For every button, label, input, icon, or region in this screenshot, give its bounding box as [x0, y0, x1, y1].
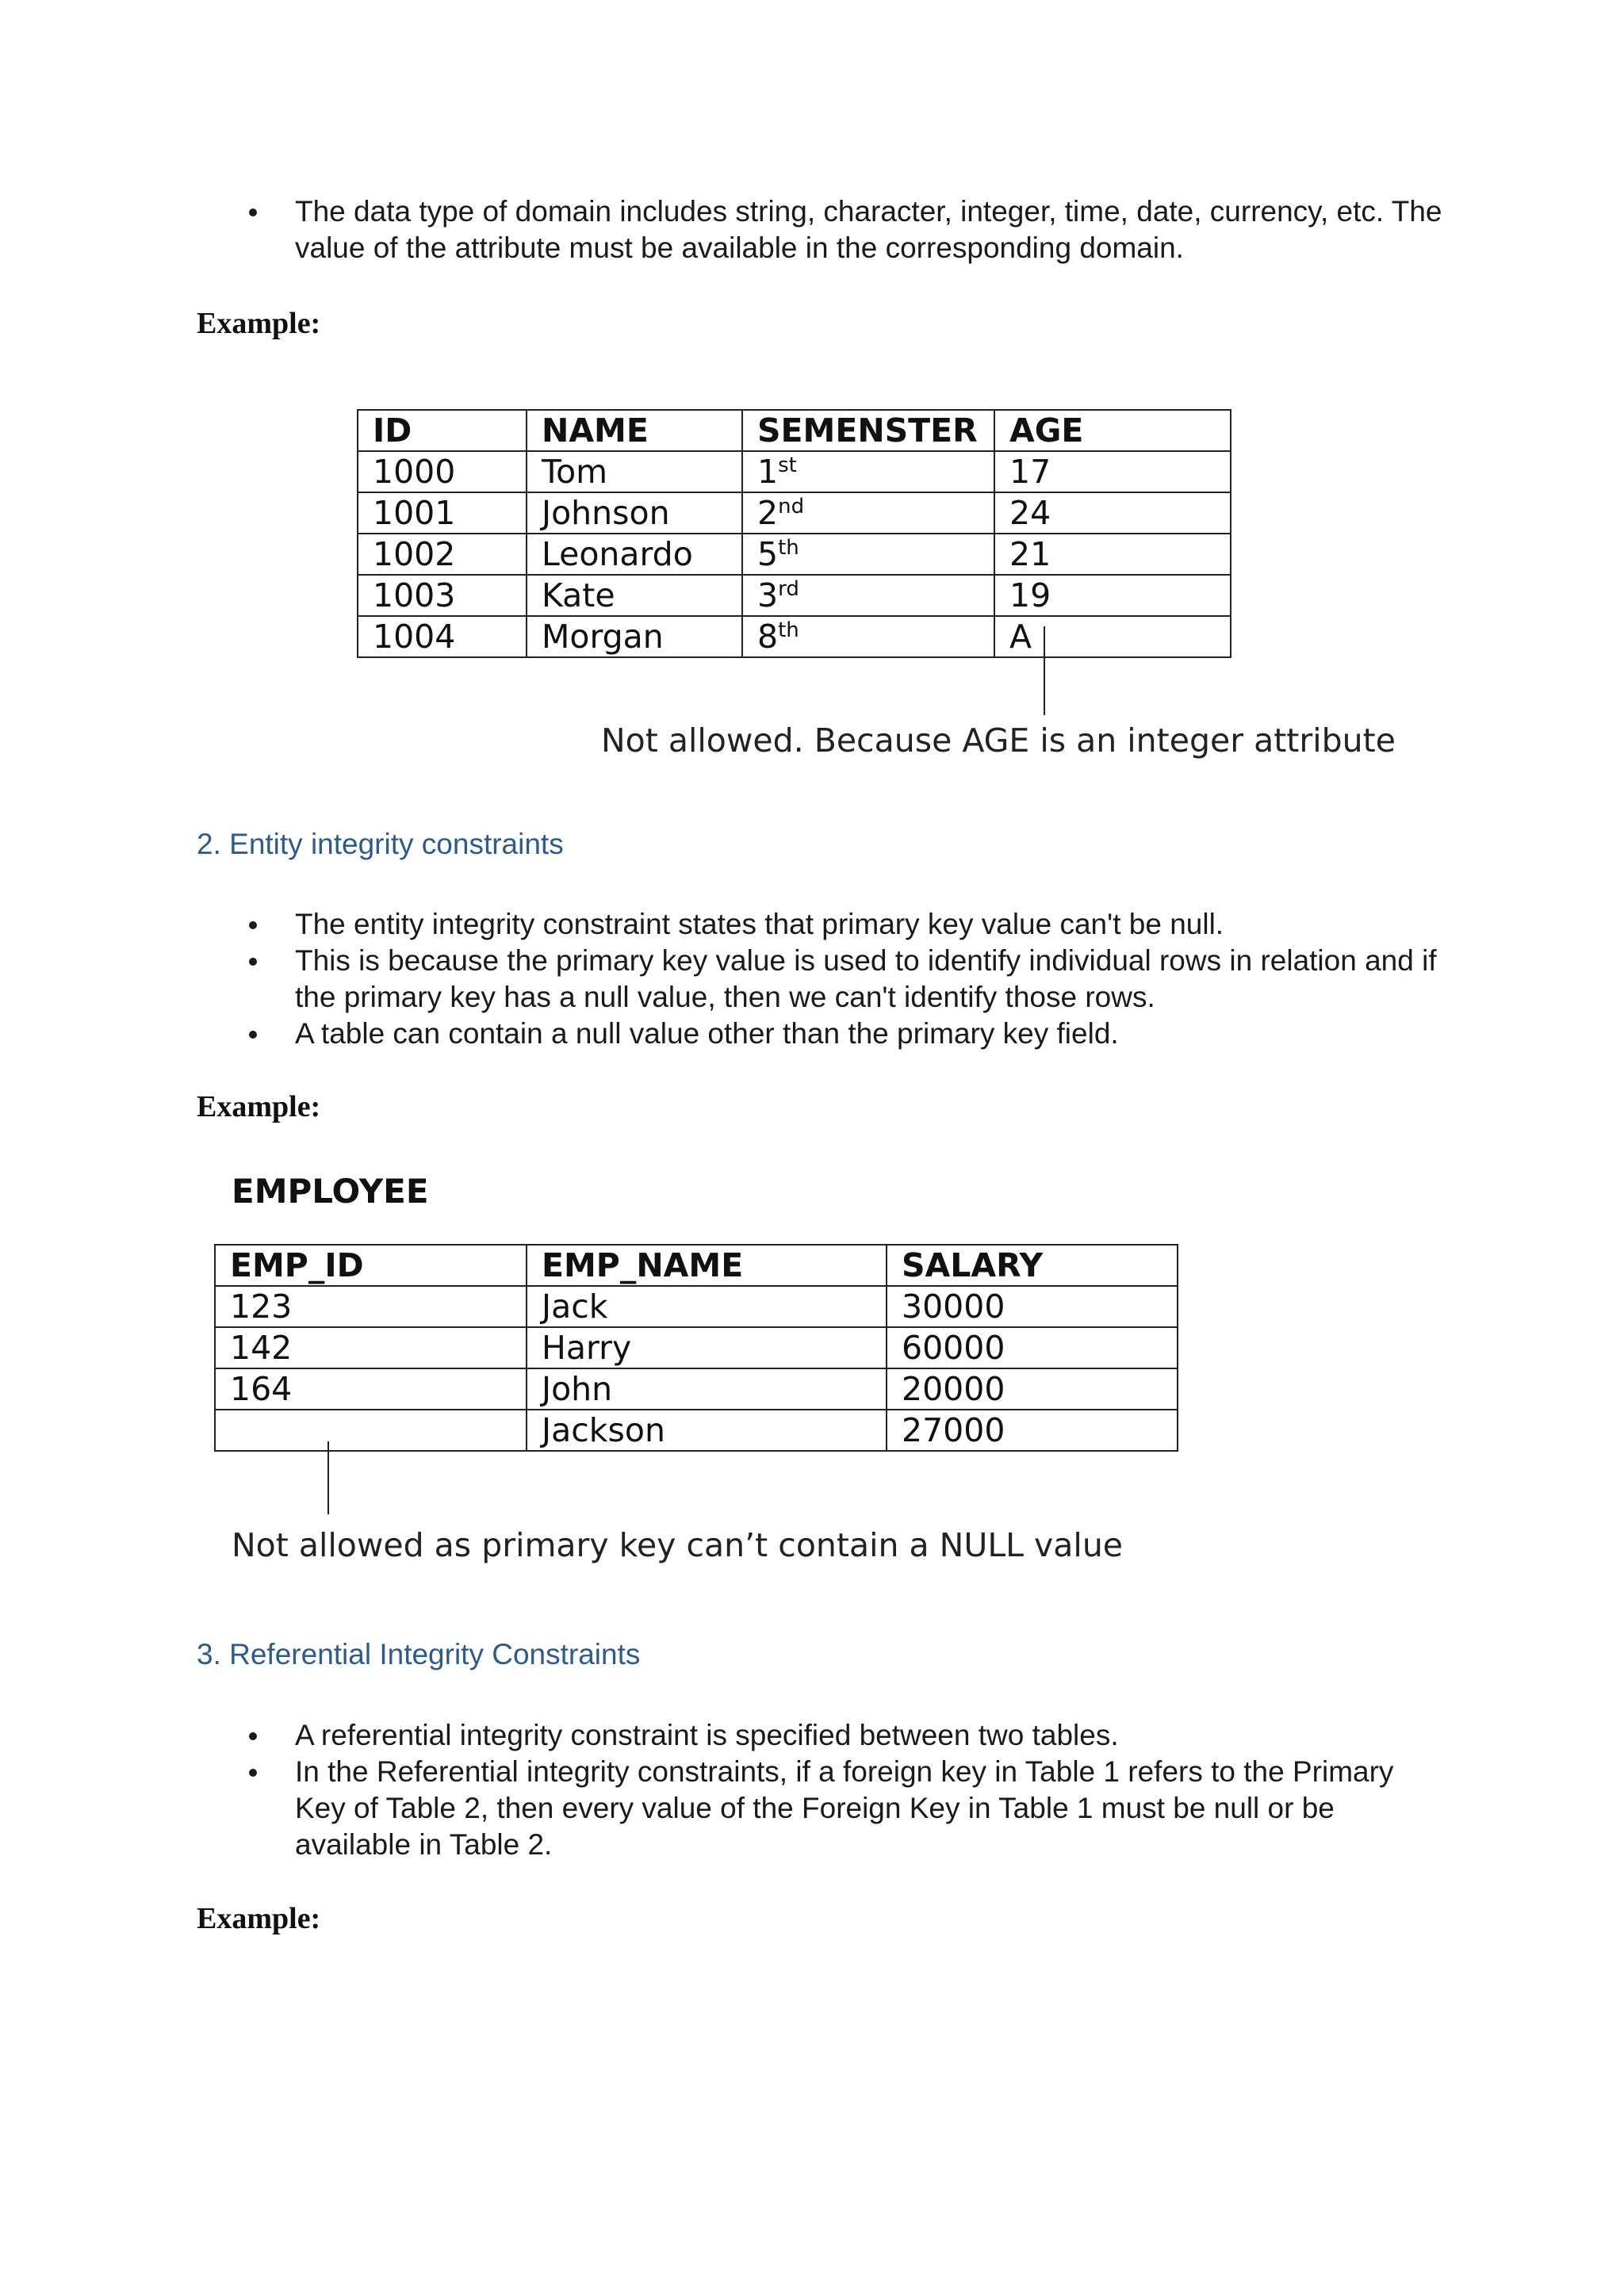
referential-bullet-list — [238, 1717, 1443, 1863]
cell-id: 1002 — [358, 534, 527, 575]
cell-semester — [742, 492, 994, 534]
cell-name: Tom — [527, 451, 742, 492]
domain-bullet-list — [238, 193, 1443, 266]
semester-number: 2 — [757, 494, 779, 532]
table-row — [358, 575, 1231, 616]
cell-id: 1000 — [358, 451, 527, 492]
header-emp-id: EMP_ID — [215, 1245, 527, 1286]
cell-emp-id: 123 — [215, 1286, 527, 1327]
example-label-1: Example: — [197, 307, 321, 340]
entity-bullet-list — [238, 906, 1443, 1052]
list-item: In the Referential integrity constraints, if a foreign key in Table 1 refers to the Primary Key of Table 2, then every value of the Foreign Key in Table 1 must be null or be available in Table 2. — [238, 1754, 1443, 1863]
cell-name: Kate — [527, 575, 742, 616]
cell-id: 1004 — [358, 616, 527, 657]
semester-ordinal: th — [778, 536, 799, 560]
header-id: ID — [358, 410, 527, 451]
cell-salary: 27000 — [887, 1410, 1178, 1451]
table-row — [358, 616, 1231, 657]
cell-emp-name: Jackson — [527, 1410, 887, 1451]
table-row — [215, 1410, 1178, 1451]
semester-number: 8 — [757, 618, 779, 656]
domain-example-table — [357, 409, 1231, 658]
header-age: AGE — [994, 410, 1231, 451]
cell-semester — [742, 451, 994, 492]
cell-emp-name: John — [527, 1368, 887, 1410]
cell-name: Leonardo — [527, 534, 742, 575]
semester-ordinal: rd — [778, 577, 799, 601]
list-item: This is because the primary key value is used to identify individual rows in relation and if the primary key has a null value, then we can't identify those rows. — [238, 943, 1443, 1016]
cell-emp-name: Jack — [527, 1286, 887, 1327]
header-semester: SEMENSTER — [742, 410, 994, 451]
table-header-row — [215, 1245, 1178, 1286]
list-item: The data type of domain includes string, character, integer, time, date, currency, etc. The value of the attribute must be available in the corresponding domain. — [238, 193, 1443, 266]
cell-id: 1003 — [358, 575, 527, 616]
annotation-pointer-line — [327, 1441, 329, 1514]
cell-id: 1001 — [358, 492, 527, 534]
table-row — [215, 1368, 1178, 1410]
table-row — [215, 1327, 1178, 1368]
cell-age: 21 — [994, 534, 1231, 575]
table-header-row — [358, 410, 1231, 451]
cell-semester — [742, 575, 994, 616]
cell-emp-id-null — [215, 1410, 527, 1451]
employee-table — [214, 1244, 1178, 1452]
entity-integrity-heading: 2. Entity integrity constraints — [197, 828, 564, 860]
semester-number: 5 — [757, 535, 779, 573]
cell-age-invalid: A — [994, 616, 1231, 657]
header-emp-name: EMP_NAME — [527, 1245, 887, 1286]
table-row — [358, 451, 1231, 492]
cell-emp-id: 142 — [215, 1327, 527, 1368]
cell-salary: 30000 — [887, 1286, 1178, 1327]
cell-emp-id: 164 — [215, 1368, 527, 1410]
domain-violation-note: Not allowed. Because AGE is an integer attribute — [601, 721, 1396, 760]
annotation-pointer-line — [1044, 626, 1045, 715]
list-item: A referential integrity constraint is specified between two tables. — [238, 1717, 1443, 1754]
cell-age: 17 — [994, 451, 1231, 492]
employee-table-title: EMPLOYEE — [232, 1172, 429, 1211]
cell-name: Johnson — [527, 492, 742, 534]
cell-age: 19 — [994, 575, 1231, 616]
semester-ordinal: st — [778, 453, 797, 477]
header-salary: SALARY — [887, 1245, 1178, 1286]
table-row — [358, 534, 1231, 575]
cell-age: 24 — [994, 492, 1231, 534]
cell-name: Morgan — [527, 616, 742, 657]
list-item: A table can contain a null value other than the primary key field. — [238, 1016, 1443, 1052]
semester-number: 3 — [757, 576, 779, 614]
semester-number: 1 — [757, 453, 779, 491]
cell-semester — [742, 616, 994, 657]
entity-violation-note: Not allowed as primary key can’t contain a NULL value — [232, 1526, 1124, 1564]
example-label-3: Example: — [197, 1902, 321, 1935]
semester-ordinal: nd — [778, 495, 805, 519]
list-item: The entity integrity constraint states that primary key value can't be null. — [238, 906, 1443, 943]
referential-integrity-heading: 3. Referential Integrity Constraints — [197, 1638, 641, 1670]
table-row — [358, 492, 1231, 534]
table-row — [215, 1286, 1178, 1327]
semester-ordinal: th — [778, 618, 799, 642]
cell-salary: 60000 — [887, 1327, 1178, 1368]
example-label-2: Example: — [197, 1090, 321, 1123]
cell-salary: 20000 — [887, 1368, 1178, 1410]
cell-semester — [742, 534, 994, 575]
header-name: NAME — [527, 410, 742, 451]
cell-emp-name: Harry — [527, 1327, 887, 1368]
